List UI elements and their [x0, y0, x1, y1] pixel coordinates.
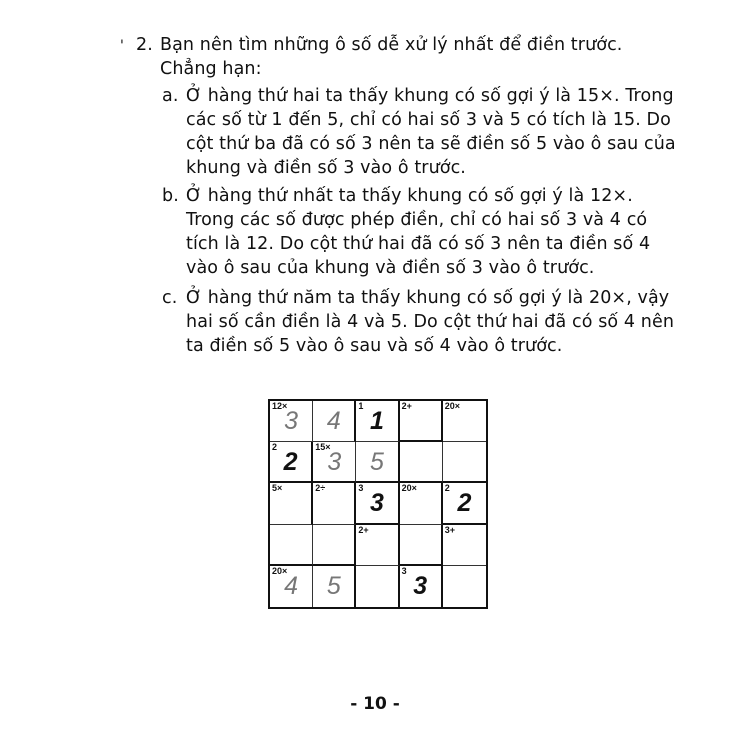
grid-cell — [356, 483, 399, 524]
cage-clue: 2 — [444, 483, 450, 494]
cage-clue: 3+ — [444, 524, 456, 535]
grid-cell — [356, 525, 399, 566]
item-a-line-1: Ở hàng thứ hai ta thấy khung có số gợi ý là 15×. Trong — [186, 86, 674, 106]
cage-clue: 2+ — [358, 524, 369, 535]
grid-cell — [443, 401, 486, 442]
cage-clue: 12× — [272, 401, 288, 411]
cell-value: 3 — [413, 571, 428, 600]
cage-clue: 2÷ — [315, 483, 326, 494]
bullet-mark: ' — [120, 38, 124, 54]
cell-value: 5 — [370, 448, 384, 477]
item-b-line-4: vào ô sau của khung và điền số 3 vào ô trước. — [186, 258, 595, 278]
cage-clue: 2 — [272, 442, 278, 453]
grid-cell — [270, 483, 313, 524]
item-a-label: a. — [162, 86, 179, 106]
page-number: - 10 - — [350, 694, 400, 714]
grid-cell — [313, 566, 356, 607]
cell-value: 4 — [284, 571, 299, 600]
kenken-grid — [268, 399, 488, 609]
item-b-label: b. — [162, 186, 179, 206]
cell-value: 3 — [370, 489, 384, 518]
cage-clue: 2+ — [401, 401, 412, 411]
grid-cell — [443, 566, 486, 607]
grid-cell — [313, 442, 356, 483]
intro-line-2: Chẳng hạn: — [160, 59, 262, 79]
grid-cell — [270, 442, 313, 483]
cage-clue: 3 — [358, 483, 364, 494]
cage-clue: 1 — [358, 401, 364, 411]
item-c-label: c. — [162, 288, 178, 308]
grid-cell — [400, 483, 443, 524]
item-c-line-1: Ở hàng thứ năm ta thấy khung có số gợi ý là 20×, vậy — [186, 288, 670, 308]
cell-value: 2 — [283, 448, 298, 477]
item-c-line-3: ta điền số 5 vào ô sau và số 4 vào ô trước. — [186, 336, 563, 356]
cage-clue: 20× — [444, 401, 461, 411]
grid-cell — [270, 525, 313, 566]
grid-cell — [400, 442, 443, 483]
grid-cell — [443, 483, 486, 524]
item-b-line-2: Trong các số được phép điền, chỉ có hai số 3 và 4 có — [186, 210, 648, 230]
cell-value: 1 — [370, 407, 384, 435]
item-a-line-3: cột thứ ba đã có số 3 nên ta sẽ điền số 5 vào ô sau của — [186, 134, 676, 154]
item-c-line-2: hai số cần điền là 4 và 5. Do cột thứ hai đã có số 4 nên — [186, 312, 675, 332]
grid-cell — [400, 566, 443, 607]
grid-cell — [400, 401, 443, 442]
item-a-line-4: khung và điền số 3 vào ô trước. — [186, 158, 466, 178]
grid-cell — [313, 525, 356, 566]
cell-value: 5 — [326, 571, 341, 600]
item-number: 2. — [136, 35, 153, 55]
item-a-line-2: các số từ 1 đến 5, chỉ có hai số 3 và 5 có tích là 15. Do — [186, 110, 671, 130]
cage-clue: 15× — [315, 442, 331, 453]
grid-cell — [270, 401, 313, 442]
grid-cell — [443, 442, 486, 483]
cage-clue: 3 — [401, 565, 407, 576]
item-b-line-3: tích là 12. Do cột thứ hai đã có số 3 nên ta điền số 4 — [186, 234, 651, 254]
grid-cell — [270, 566, 313, 607]
item-b-line-1: Ở hàng thứ nhất ta thấy khung có số gợi ý là 12×. — [186, 186, 633, 206]
cell-value: 2 — [457, 489, 472, 518]
cage-clue: 20× — [272, 565, 288, 576]
grid-cell — [400, 525, 443, 566]
grid-cell — [313, 401, 356, 442]
grid-cell — [356, 566, 399, 607]
cell-value: 3 — [284, 407, 299, 435]
grid-cell — [443, 525, 486, 566]
grid-cell — [313, 483, 356, 524]
cage-clue: 20× — [401, 483, 417, 494]
cage-clue: 5× — [272, 483, 283, 494]
cell-value: 3 — [327, 448, 342, 477]
cell-value: 4 — [326, 407, 341, 435]
intro-line-1: Bạn nên tìm những ô số dễ xử lý nhất để điền trước. — [160, 35, 623, 55]
grid-cell — [356, 442, 399, 483]
grid-cell — [356, 401, 399, 442]
